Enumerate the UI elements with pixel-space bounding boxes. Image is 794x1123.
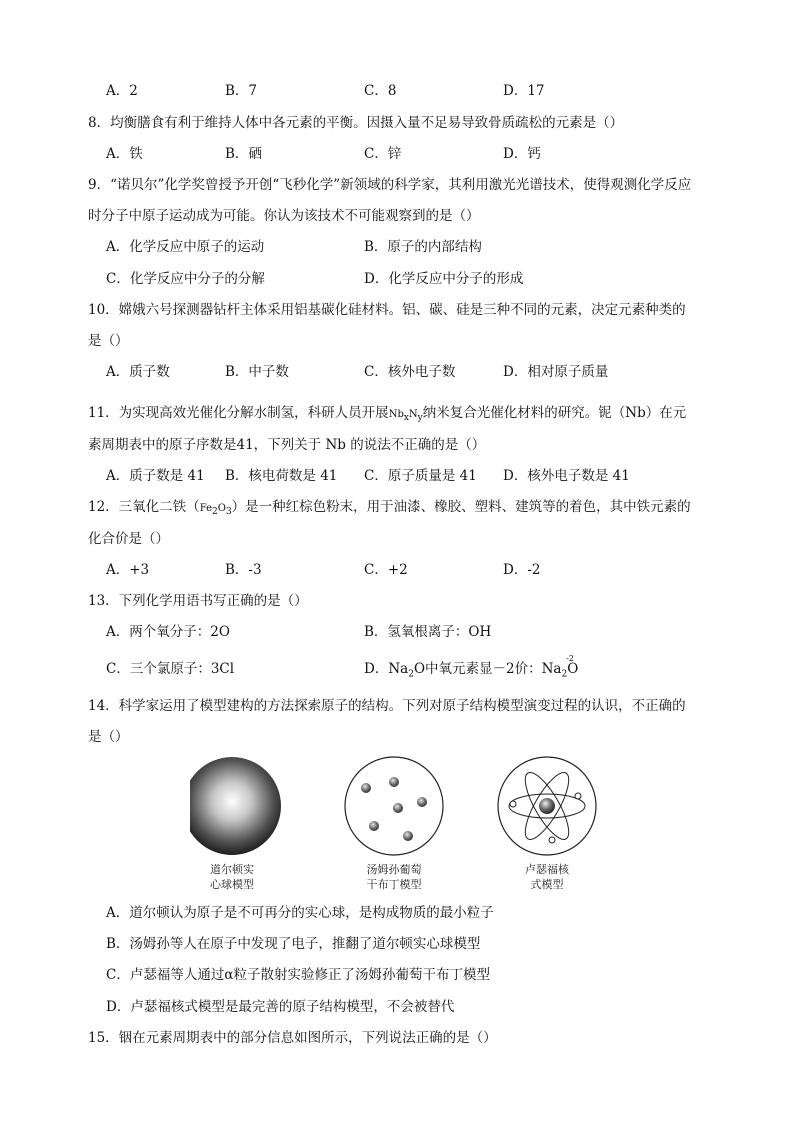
formula-o: O (413, 661, 426, 677)
q9-stem-line2: 时分子中原子运动成为可能。你认为该技术不可能观察到的是（） (88, 208, 480, 224)
q10-stem-line1: 10．嫦娥六号探测器钻杆主体采用铝基碳化硅材料。铝、碳、硅是三种不同的元素，决定元素种类的 (88, 302, 686, 318)
q11-stem-line1 (88, 404, 686, 427)
caption-dalton (177, 862, 287, 892)
q9-option-d: D．化学反应中分子的形成 (364, 271, 524, 287)
q12-stem-line2: 化合价是（） (88, 531, 169, 547)
q14-stem-line1: 14．科学家运用了模型建构的方法探索原子的结构。下列对原子结构模型演变过程的认识，不正确的 (88, 698, 686, 714)
rutherford-model (498, 757, 596, 855)
q12-option-c: C．+2 (364, 562, 408, 578)
formula-o: O (217, 503, 226, 514)
q8-option-b: B．硒 (225, 146, 262, 162)
q12-option-b: B．-3 (225, 562, 262, 578)
q7-option-a: A．2 (106, 83, 138, 99)
q11-stem-line2: 素周期表中的原子序数是41，下列关于 Nb 的说法不正确的是（） (88, 437, 486, 453)
q11-option-d: D．核外电子数是 41 (503, 468, 630, 484)
q10-option-b: B．中子数 (225, 364, 289, 380)
q11-option-a: A．质子数是 41 (106, 468, 205, 484)
caption-dalton-line2: 心球模型 (210, 878, 254, 891)
q10-stem-line2: 是（） (88, 333, 129, 349)
q14-option-b: B．汤姆孙等人在原子中发现了电子，推翻了道尔顿实心球模型 (106, 936, 481, 952)
q12-stem-part2: ）是一种红棕色粉末，用于油漆、橡胶、塑料、建筑等的着色，其中铁元素的 (231, 499, 691, 515)
q9-option-b: B．原子的内部结构 (364, 239, 482, 255)
formula-nb-sub: x (403, 413, 409, 423)
atomic-models-figure (190, 756, 620, 860)
q15-stem: 15．铟在元素周期表中的部分信息如图所示，下列说法正确的是（） (88, 1030, 497, 1046)
caption-rutherford (492, 862, 602, 892)
q11-formula (388, 409, 423, 423)
q11-stem-part1: 11．为实现高效光催化分解水制氢，科研人员开展 (88, 405, 389, 421)
formula-fe: Fe (199, 503, 212, 514)
dalton-model (190, 757, 281, 855)
q10-option-a: A．质子数 (106, 364, 170, 380)
q14-option-c: C．卢瑟福等人通过α粒子散射实验修正了汤姆孙葡萄干布丁模型 (106, 967, 490, 983)
q13-option-b: B．氢氧根离子：OH (364, 624, 492, 640)
formula-na: Na (388, 661, 409, 677)
q11-option-c: C．原子质量是 41 (364, 468, 477, 484)
formula-fe-sub: 2 (212, 507, 218, 517)
q11-stem-part2: 纳米复合光催化材料的研究。铌（Nb）在元 (422, 405, 687, 421)
q12-stem-line1 (88, 498, 691, 521)
q14-option-a: A．道尔顿认为原子是不可再分的实心球，是构成物质的最小粒子 (106, 905, 494, 921)
q10-option-c: C．核外电子数 (364, 364, 456, 380)
caption-rutherford-line1: 卢瑟福核 (525, 863, 569, 876)
q7-option-b: B．7 (225, 83, 258, 99)
q7-option-c: C．8 (364, 83, 397, 99)
caption-thomson-line1: 汤姆孙葡萄 (366, 863, 422, 876)
q12-option-d: D．-2 (503, 562, 541, 578)
formula-nb: Nb (388, 409, 404, 420)
formula-o-sub: 3 (225, 507, 232, 517)
caption-thomson-line2: 干布丁模型 (366, 878, 422, 891)
formula-na2o-valence (541, 654, 579, 680)
q8-option-c: C．锌 (364, 146, 402, 162)
thomson-model (345, 757, 443, 855)
q8-stem: 8．均衡膳食有利于维持人体中各元素的平衡。因摄入量不足易导致骨质疏松的元素是（） (88, 115, 624, 131)
q9-stem-line1: 9．“诺贝尔”化学奖曾授予开创“飞秒化学”新领域的科学家，其利用激光光谱技术，使得观测化学反应 (88, 177, 692, 193)
q10-option-d: D．相对原子质量 (503, 364, 609, 380)
caption-dalton-line1: 道尔顿实 (210, 863, 254, 876)
q14-stem-line2: 是（） (88, 729, 129, 745)
q13-option-d (364, 654, 579, 684)
formula-n-sub: y (417, 413, 423, 423)
formula-na-sub: 2 (561, 669, 568, 680)
q13-option-d-mid: 中氧元素显－2价： (425, 661, 542, 677)
formula-na-sub: 2 (408, 669, 414, 680)
q8-option-d: D．钙 (503, 146, 541, 162)
caption-rutherford-line2: 式模型 (530, 878, 564, 891)
q13-option-d-prefix: D． (364, 661, 389, 677)
q12-option-a: A．+3 (106, 562, 150, 578)
q9-option-a: A．化学反应中原子的运动 (106, 239, 265, 255)
q7-option-d: D．17 (503, 83, 545, 99)
q13-stem: 13．下列化学用语书写正确的是（） (88, 593, 308, 609)
q12-formula (199, 503, 232, 517)
q8-option-a: A．铁 (106, 146, 143, 162)
oxygen-with-valence (566, 654, 579, 678)
formula-na: Na (541, 661, 562, 677)
formula-o: O (567, 661, 579, 677)
formula-na2o (388, 661, 426, 680)
valence-superscript: -2 (566, 654, 575, 663)
q9-option-c: C．化学反应中分子的分解 (106, 271, 265, 287)
q11-option-b: B．核电荷数是 41 (225, 468, 338, 484)
formula-n: N (408, 409, 418, 420)
q13-option-c: C．三个氯原子：3Cl (106, 661, 235, 677)
q12-stem-part1: 12．三氧化二铁（ (88, 499, 200, 515)
caption-thomson (339, 862, 449, 892)
q13-option-a: A．两个氧分子：2O (106, 624, 230, 640)
q14-option-d: D．卢瑟福核式模型是最完善的原子结构模型，不会被替代 (106, 999, 455, 1015)
